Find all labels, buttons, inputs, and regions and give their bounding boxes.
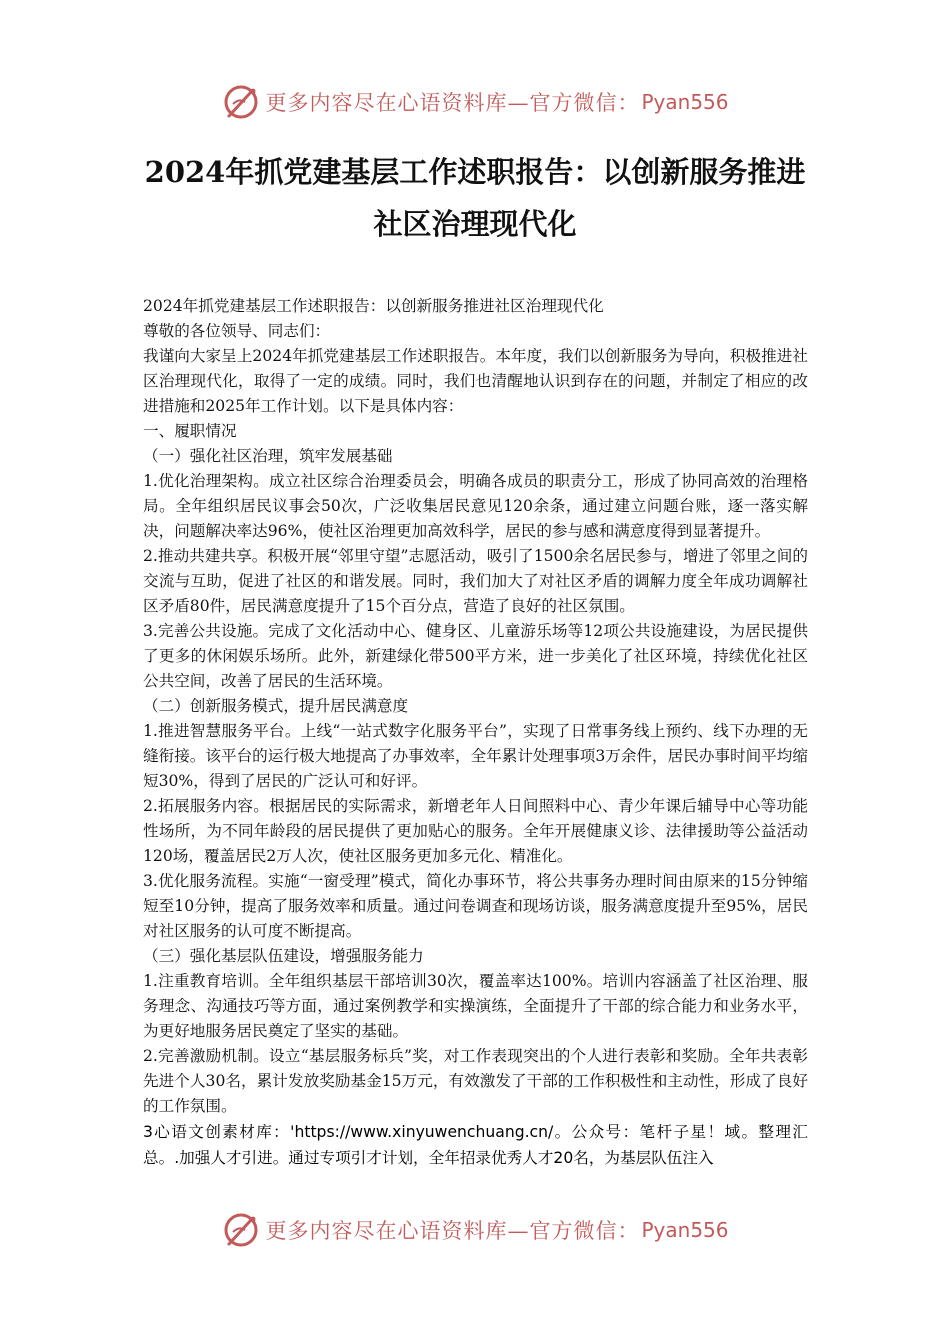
paragraph: 3.优化服务流程。实施“一窗受理”模式，简化办事环节，将公共事务办理时间由原来的15分钟缩短至10分钟，提高了服务效率和质量。通过问卷调查和现场访谈，服务满意度提升至95%，居民对社区服务的认可度不断提高。 <box>143 872 808 940</box>
paragraph: 我谨向大家呈上2024年抓党建基层工作述职报告。本年度，我们以创新服务为导向，积极推进社区治理现代化，取得了一定的成绩。同时，我们也清醒地认识到存在的问题，并制定了相应的改进措施和2025年工作计划。以下是具体内容： <box>143 347 808 415</box>
banner-text: 更多内容尽在心语资料库—官方微信： <box>265 91 640 115</box>
document-title <box>120 146 830 250</box>
header-banner <box>0 78 950 126</box>
paragraph: 2.推动共建共享。积极开展“邻里守望”志愿活动，吸引了1500余名居民参与，增进了邻里之间的交流与互助，促进了社区的和谐发展。同时，我们加大了对社区矛盾的调解力度全年成功调解社区矛盾80件，居民满意度提升了15个百分点，营造了良好的社区氛围。 <box>143 547 808 615</box>
paragraph: 1.推进智慧服务平台。上线“一站式数字化服务平台”，实现了日常事务线上预约、线下办理的无缝衔接。该平台的运行极大地提高了办事效率，全年累计处理事项3万余件，居民办事时间平均缩短30%，得到了居民的广泛认可和好评。 <box>143 722 808 790</box>
title-line-1: 2024年抓党建基层工作述职报告：以创新服务推进 <box>144 155 806 189</box>
paragraph: 2.完善激励机制。设立“基层服务标兵”奖，对工作表现突出的个人进行表彰和奖励。全年共表彰先进个人30名，累计发放奖励基金15万元，有效激发了干部的工作积极性和主动性，形成了良好的工作氛围。 <box>143 1047 808 1115</box>
banner-text: 更多内容尽在心语资料库—官方微信： <box>265 1219 640 1243</box>
document-body <box>143 294 808 1171</box>
brush-logo-icon <box>221 82 261 122</box>
paragraph: 2024年抓党建基层工作述职报告：以创新服务推进社区治理现代化 <box>143 297 604 315</box>
title-line-2: 社区治理现代化 <box>373 207 577 241</box>
subsection-heading: （二）创新服务模式，提升居民满意度 <box>143 697 409 715</box>
paragraph: 2.拓展服务内容。根据居民的实际需求，新增老年人日间照料中心、青少年课后辅导中心等功能性场所，为不同年龄段的居民提供了更加贴心的服务。全年开展健康义诊、法律援助等公益活动120场，覆盖居民2万人次，使社区服务更加多元化、精准化。 <box>143 797 808 865</box>
banner-wechat-id: Pyan556 <box>641 90 729 114</box>
brush-logo-icon <box>221 1210 261 1250</box>
paragraph-watermarked: 3心语文创素材库：'https://www.xinyuwenchuang.cn/。公众号：笔杆子星！域。整理汇总。.加强人才引进。通过专项引才计划，全年招录优秀人才20名，为基层队伍注入 <box>143 1123 808 1167</box>
paragraph: 尊敬的各位领导、同志们： <box>143 322 331 340</box>
paragraph: 3.完善公共设施。完成了文化活动中心、健身区、儿童游乐场等12项公共设施建设，为居民提供了更多的休闲娱乐场所。此外，新建绿化带500平方米，进一步美化了社区环境，持续优化社区公共空间，改善了居民的生活环境。 <box>143 622 808 690</box>
footer-banner <box>0 1206 950 1254</box>
section-heading: 一、履职情况 <box>143 422 237 440</box>
paragraph: 1.优化治理架构。成立社区综合治理委员会，明确各成员的职责分工，形成了协同高效的治理格局。全年组织居民议事会50次，广泛收集居民意见120余条，通过建立问题台账，逐一落实解决，问题解决率达96%，使社区治理更加高效科学，居民的参与感和满意度得到显著提升。 <box>143 472 808 540</box>
subsection-heading: （一）强化社区治理，筑牢发展基础 <box>143 447 393 465</box>
banner-wechat-id: Pyan556 <box>641 1218 729 1242</box>
paragraph: 1.注重教育培训。全年组织基层干部培训30次，覆盖率达100%。培训内容涵盖了社区治理、服务理念、沟通技巧等方面，通过案例教学和实操演练，全面提升了干部的综合能力和业务水平，为更好地服务居民奠定了坚实的基础。 <box>143 972 808 1040</box>
subsection-heading: （三）强化基层队伍建设，增强服务能力 <box>143 947 424 965</box>
